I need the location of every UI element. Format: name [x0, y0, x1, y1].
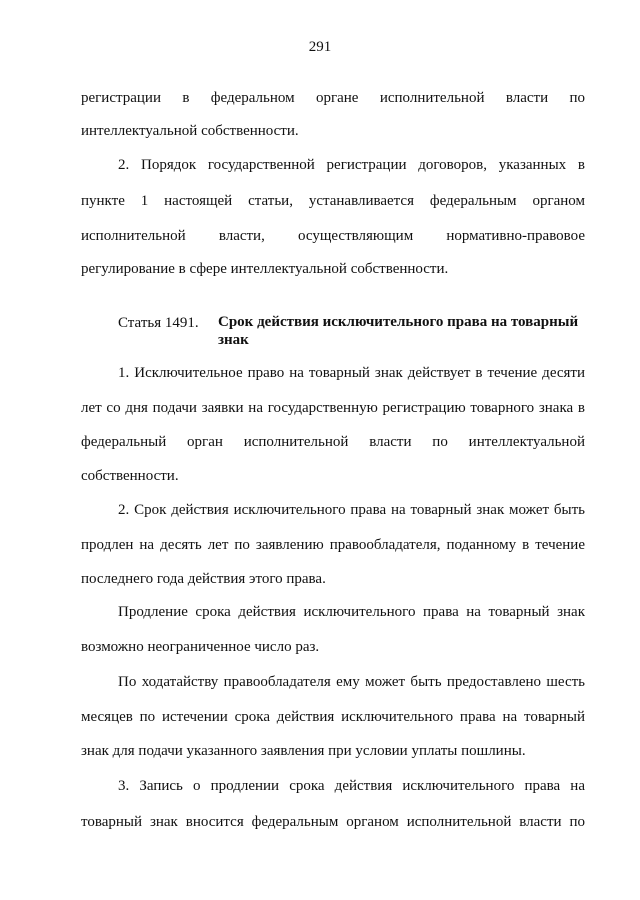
text-line: знак для подачи указанного заявления при условии уплаты пошлины.: [81, 743, 526, 759]
article-title: Срок действия исключительного права на товарный знак: [218, 314, 579, 348]
text-line: возможно неограниченное число раз.: [81, 639, 320, 655]
text-line: месяцев по истечении срока действия исключительного права на товарный: [81, 709, 585, 725]
text-line: Продление срока действия исключительного права на товарный знак: [118, 604, 585, 620]
text-line: товарный знак вносится федеральным органом исполнительной власти по: [81, 814, 585, 830]
text-line: исполнительной власти, осуществляющим нормативно-правовое: [81, 228, 585, 244]
text-line: интеллектуальной собственности.: [81, 123, 299, 139]
text-line: регистрации в федеральном органе исполнительной власти по: [81, 90, 585, 106]
page-number: 291: [308, 39, 332, 55]
text-line: По ходатайству правообладателя ему может быть предоставлено шесть: [118, 674, 585, 690]
text-line: собственности.: [81, 468, 179, 484]
text-line: федеральный орган исполнительной власти по интеллектуальной: [81, 434, 585, 450]
text-line: регулирование в сфере интеллектуальной собственности.: [81, 261, 449, 277]
text-line: 2. Порядок государственной регистрации договоров, указанных в: [118, 157, 585, 173]
text-line: 3. Запись о продлении срока действия исключительного права на: [118, 778, 585, 794]
text-line: пункте 1 настоящей статьи, устанавливается федеральным органом: [81, 193, 585, 209]
text-line: последнего года действия этого права.: [81, 571, 326, 587]
text-line: 1. Исключительное право на товарный знак действует в течение десяти: [118, 365, 585, 381]
text-line: лет со дня подачи заявки на государственную регистрацию товарного знака в: [81, 400, 585, 416]
article-number: Статья 1491.: [118, 315, 199, 331]
text-line: 2. Срок действия исключительного права на товарный знак может быть: [118, 502, 585, 518]
text-line: продлен на десять лет по заявлению правообладателя, поданному в течение: [81, 537, 585, 553]
